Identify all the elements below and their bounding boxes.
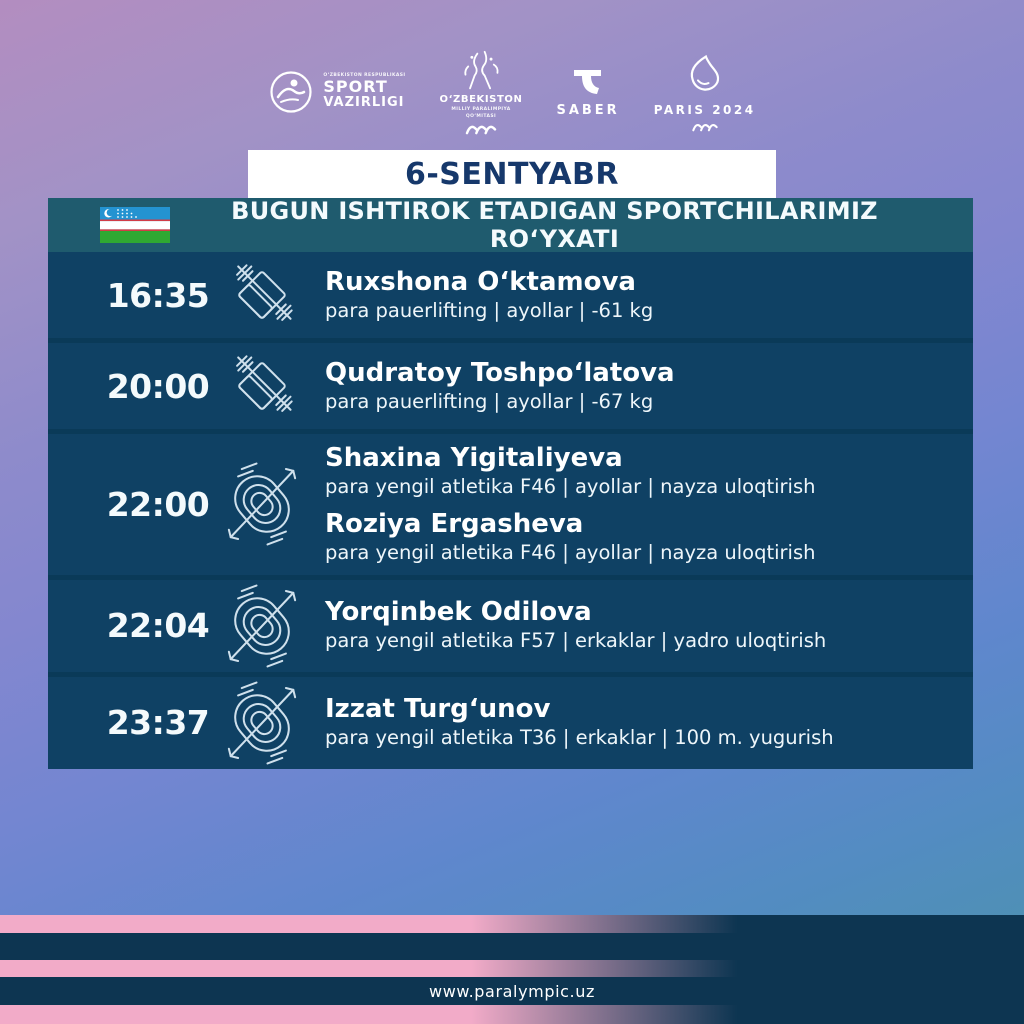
npc-country-label: O‘ZBEKISTON: [439, 93, 523, 105]
athletics-track-icon: [214, 458, 310, 550]
npc-subtitle-line1: MILLIY PARALIMPIYA: [451, 106, 511, 112]
npc-figure-icon: [455, 50, 507, 92]
pink-stripe: [0, 915, 1024, 933]
athlete-entry: [325, 598, 826, 652]
date-banner: [248, 150, 776, 198]
schedule-row: [48, 575, 973, 672]
athlete-name: Izzat Turg‘unov: [325, 694, 551, 725]
powerlifting-icon: [214, 253, 310, 337]
date-text: 6-SENTYABR: [404, 156, 620, 192]
schedule-row: [48, 429, 973, 575]
athlete-name: Roziya Ergasheva: [325, 509, 584, 540]
event-time: 22:04: [106, 606, 210, 646]
ministry-line1: SPORT: [323, 77, 388, 97]
athlete-detail: para yengil atletika F46 | ayollar | nayza uloqtirish: [325, 474, 816, 498]
athlete-name: Shaxina Yigitaliyeva: [325, 443, 623, 473]
athlete-name: Yorqinbek Odilova: [325, 597, 592, 628]
schedule-title: BUGUN ISHTIROK ETADIGAN SPORTCHILARIMIZ RO‘YXATI: [231, 197, 878, 253]
pink-stripe: [0, 960, 1024, 977]
schedule-row: [48, 672, 973, 769]
athlete-detail: para yengil atletika T36 | erkaklar | 100 m. yugurish: [325, 726, 834, 750]
athlete-entry: [325, 444, 816, 498]
navy-band: [0, 933, 1024, 960]
schedule-row: [48, 252, 973, 338]
athlete-name: Qudratoy Toshpo‘latova: [325, 357, 675, 388]
ministry-line2: VAZIRLIGI: [323, 94, 405, 110]
event-time: 20:00: [106, 366, 210, 406]
athlete-detail: para yengil atletika F57 | erkaklar | yadro uloqtirish: [325, 629, 827, 653]
paris-2024-label: PARIS 2024: [653, 102, 756, 117]
event-time: 22:00: [106, 484, 210, 524]
athletics-track-icon: [214, 677, 310, 769]
uzbekistan-flag-icon: [100, 207, 170, 243]
athlete-detail: para pauerlifting | ayollar | -61 kg: [325, 298, 654, 322]
saber-glyph-icon: [571, 67, 605, 97]
schedule-header: [48, 198, 973, 252]
logos-row: [0, 0, 1024, 140]
npc-subtitle-line2: QO‘MITASI: [465, 113, 497, 119]
athlete-name: Ruxshona O‘ktamova: [325, 266, 636, 297]
footer: [0, 915, 1024, 1024]
agitos-icon: [464, 121, 498, 135]
event-time: 23:37: [106, 703, 210, 743]
npc-uzbekistan-logo: [440, 50, 523, 135]
paris-2024-logo: [654, 53, 756, 132]
website-url: www.paralympic.uz: [429, 981, 595, 1001]
event-time: 16:35: [106, 275, 210, 315]
paris-flame-icon: [681, 53, 729, 99]
athlete-entry: [325, 359, 675, 413]
schedule-row: [48, 338, 973, 429]
schedule-table: [48, 198, 973, 769]
athlete-detail: para yengil atletika F46 | ayollar | nayza uloqtirish: [325, 541, 816, 565]
pink-stripe: [0, 1005, 1024, 1024]
sport-ministry-emblem-icon: [268, 69, 314, 115]
schedule-rows: [48, 252, 973, 769]
website-band: [0, 977, 1024, 1005]
athlete-entry: [325, 510, 816, 564]
athlete-entry: [325, 695, 834, 749]
athletics-track-icon: [214, 580, 310, 672]
athlete-entry: [325, 268, 653, 322]
athlete-detail: para pauerlifting | ayollar | -67 kg: [325, 389, 654, 413]
sport-ministry-logo: [268, 69, 405, 115]
saber-label: SABER: [556, 102, 620, 118]
agitos-icon: [691, 120, 719, 132]
saber-logo: [556, 67, 619, 118]
powerlifting-icon: [214, 344, 310, 428]
ministry-tiny-text: O‘ZBEKISTON RESPUBLIKASI: [323, 73, 406, 79]
